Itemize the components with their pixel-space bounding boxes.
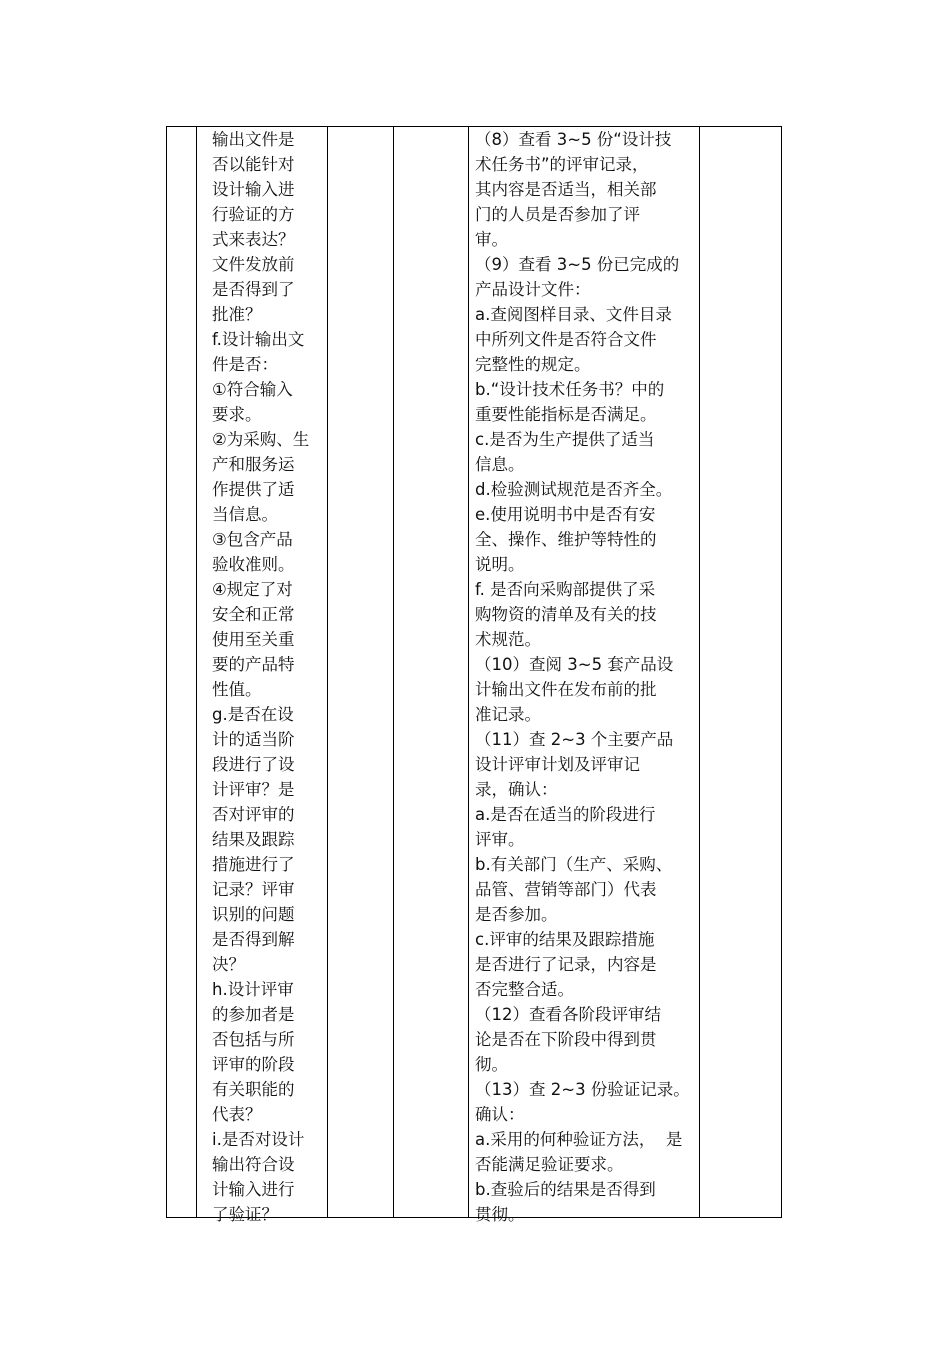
text-line: 否能满足验证要求。 xyxy=(475,1155,624,1174)
method-item xyxy=(475,802,700,852)
criteria-item xyxy=(212,527,327,577)
text-line: 安全和正常 xyxy=(212,605,295,624)
text-line: 设计输入进 xyxy=(212,180,295,199)
text-line: 件是否： xyxy=(212,355,278,374)
text-line: 计的适当阶 xyxy=(212,730,295,749)
methods-column xyxy=(475,127,700,1227)
text-line: 审。 xyxy=(475,230,508,249)
text-line: c.评审的结果及跟踪措施 xyxy=(475,930,655,949)
text-line: （8）查看 3~5 份“设计技 xyxy=(475,130,672,149)
method-item xyxy=(475,652,700,727)
text-line: （10）查阅 3~5 套产品设 xyxy=(475,655,674,674)
text-line: f. 是否向采购部提供了采 xyxy=(475,580,656,599)
text-line: 术任务书”的评审记录， xyxy=(475,155,649,174)
text-line: 品管、营销等部门）代表 xyxy=(475,880,657,899)
text-line: 术规范。 xyxy=(475,630,541,649)
text-line: 输出文件是 xyxy=(212,130,295,149)
text-line: 评审。 xyxy=(475,830,525,849)
criteria-item xyxy=(212,977,327,1127)
text-line: （12）查看各阶段评审结 xyxy=(475,1005,661,1024)
text-line: 了验证？ xyxy=(212,1205,278,1224)
text-line: ①符合输入 xyxy=(212,380,293,399)
text-line: 文件发放前 xyxy=(212,255,295,274)
text-line: （9）查看 3~5 份已完成的 xyxy=(475,255,680,274)
text-line: ④规定了对 xyxy=(212,580,293,599)
text-line: 录，确认： xyxy=(475,780,558,799)
method-item xyxy=(475,852,700,927)
text-line: 当信息。 xyxy=(212,505,278,524)
text-line: 全、操作、维护等特性的 xyxy=(475,530,657,549)
text-line: 验收准则。 xyxy=(212,555,295,574)
text-line: b.有关部门（生产、采购、 xyxy=(475,855,673,874)
text-line: d.检验测试规范是否齐全。 xyxy=(475,480,673,499)
text-line: 准记录。 xyxy=(475,705,541,724)
text-line: 否完整合适。 xyxy=(475,980,574,999)
text-line: 输出符合设 xyxy=(212,1155,295,1174)
text-line: 识别的问题 xyxy=(212,905,295,924)
method-item xyxy=(475,727,700,802)
method-item xyxy=(475,502,700,577)
method-item xyxy=(475,1177,700,1227)
method-item xyxy=(475,377,700,427)
text-line: ③包含产品 xyxy=(212,530,293,549)
criteria-item xyxy=(212,377,327,427)
text-line: 行验证的方 xyxy=(212,205,295,224)
text-line: 否对评审的 xyxy=(212,805,295,824)
text-line: 设计评审计划及评审记 xyxy=(475,755,640,774)
text-line: 段进行了设 xyxy=(212,755,295,774)
method-item xyxy=(475,1077,700,1127)
column-divider xyxy=(196,127,197,1217)
text-line: h.设计评审 xyxy=(212,980,294,999)
column-divider xyxy=(393,127,394,1217)
column-divider xyxy=(327,127,328,1217)
text-line: 计输入进行 xyxy=(212,1180,295,1199)
text-line: 性值。 xyxy=(212,680,262,699)
criteria-item xyxy=(212,1127,327,1227)
criteria-item xyxy=(212,327,327,377)
text-line: 结果及跟踪 xyxy=(212,830,295,849)
text-line: 是否得到解 xyxy=(212,930,295,949)
criteria-item xyxy=(212,702,327,977)
text-line: 决？ xyxy=(212,955,245,974)
text-line: 说明。 xyxy=(475,555,525,574)
criteria-item xyxy=(212,577,327,702)
text-line: 重要性能指标是否满足。 xyxy=(475,405,657,424)
text-line: c.是否为生产提供了适当 xyxy=(475,430,655,449)
text-line: 要求。 xyxy=(212,405,262,424)
text-line: 购物资的清单及有关的技 xyxy=(475,605,657,624)
text-line: b.查验后的结果是否得到 xyxy=(475,1180,656,1199)
method-item xyxy=(475,427,700,477)
text-line: 确认： xyxy=(475,1105,525,1124)
text-line: ②为采购、生 xyxy=(212,430,310,449)
audit-table xyxy=(166,126,782,1224)
text-line: a.是否在适当的阶段进行 xyxy=(475,805,656,824)
text-line: e.使用说明书中是否有安 xyxy=(475,505,656,524)
criteria-item xyxy=(212,127,327,327)
text-line: 记录？评审 xyxy=(212,880,295,899)
method-item xyxy=(475,577,700,652)
text-line: 的参加者是 xyxy=(212,1005,295,1024)
text-line: 是否进行了记录，内容是 xyxy=(475,955,657,974)
text-line: 是否得到了 xyxy=(212,280,295,299)
text-line: i.是否对设计 xyxy=(212,1130,305,1149)
text-line: 信息。 xyxy=(475,455,525,474)
text-line: 评审的阶段 xyxy=(212,1055,295,1074)
text-line: b.“设计技术任务书？中的 xyxy=(475,380,665,399)
criteria-column xyxy=(212,127,327,1227)
text-line: 批准？ xyxy=(212,305,262,324)
text-line: 门的人员是否参加了评 xyxy=(475,205,640,224)
text-line: （13）查 2~3 份验证记录。 xyxy=(475,1080,690,1099)
method-item xyxy=(475,1002,700,1077)
text-line: a.采用的何种验证方法， 是 xyxy=(475,1130,683,1149)
method-item xyxy=(475,302,700,377)
text-line: f.设计输出文 xyxy=(212,330,305,349)
text-line: 要的产品特 xyxy=(212,655,295,674)
text-line: 代表？ xyxy=(212,1105,262,1124)
text-line: 否包括与所 xyxy=(212,1030,295,1049)
text-line: 计输出文件在发布前的批 xyxy=(475,680,657,699)
method-item xyxy=(475,477,700,502)
text-line: 式来表达？ xyxy=(212,230,295,249)
method-item xyxy=(475,927,700,1002)
text-line: 计评审？是 xyxy=(212,780,295,799)
text-line: 彻。 xyxy=(475,1055,508,1074)
text-line: 措施进行了 xyxy=(212,855,295,874)
method-item xyxy=(475,252,700,302)
text-line: 其内容是否适当，相关部 xyxy=(475,180,657,199)
text-line: g.是否在设 xyxy=(212,705,294,724)
text-line: 论是否在下阶段中得到贯 xyxy=(475,1030,657,1049)
criteria-item xyxy=(212,427,327,527)
column-divider xyxy=(468,127,469,1217)
text-line: 使用至关重 xyxy=(212,630,295,649)
text-line: 中所列文件是否符合文件 xyxy=(475,330,657,349)
text-line: 有关职能的 xyxy=(212,1080,295,1099)
text-line: 产和服务运 xyxy=(212,455,295,474)
text-line: 完整性的规定。 xyxy=(475,355,591,374)
text-line: 贯彻。 xyxy=(475,1205,525,1224)
method-item xyxy=(475,1127,700,1177)
text-line: 是否参加。 xyxy=(475,905,558,924)
text-line: 否以能针对 xyxy=(212,155,295,174)
text-line: 产品设计文件： xyxy=(475,280,591,299)
text-line: （11）查 2~3 个主要产品 xyxy=(475,730,674,749)
method-item xyxy=(475,127,700,252)
text-line: a.查阅图样目录、文件目录 xyxy=(475,305,672,324)
text-line: 作提供了适 xyxy=(212,480,295,499)
